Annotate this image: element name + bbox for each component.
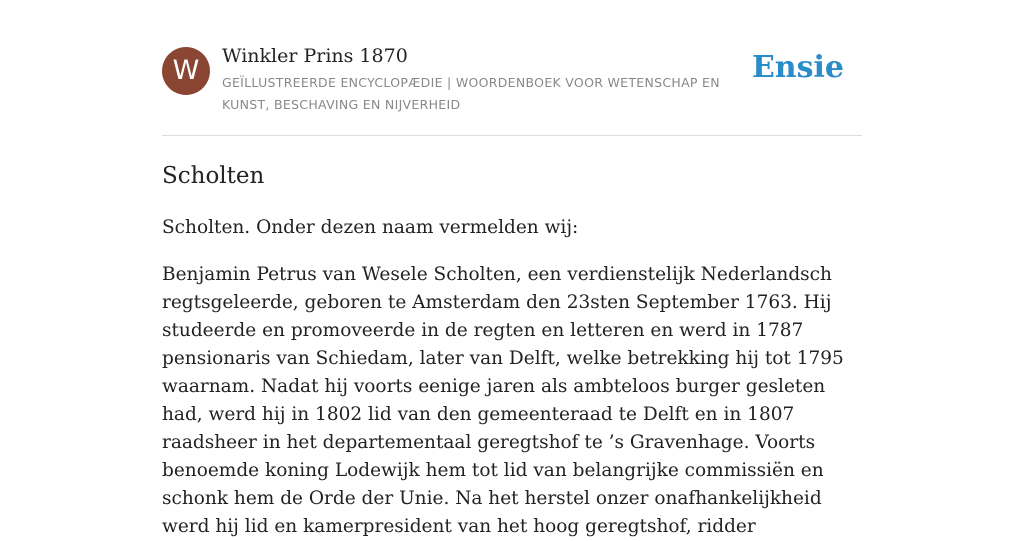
site-title[interactable]: Winkler Prins 1870 xyxy=(222,45,408,67)
article-title: Scholten xyxy=(162,163,265,189)
site-subtitle: GEÏLLUSTREERDE ENCYCLOPÆDIE | WOORDENBOEK VOOR WETENSCHAP EN KUNST, BESCHAVING EN NIJVERHEID xyxy=(222,75,720,112)
article-body: Benjamin Petrus van Wesele Scholten, een verdienstelijk Nederlandsch regtsgeleerde, geboren te Amsterdam den 23sten September 1763. Hij studeerde en promoveerde in de regten en letteren en werd in 1787 pensionaris van Schiedam, later van Delft, welke betrekking hij tot 1795 waarnam. Nadat hij voorts eenige jaren als ambteloos burger gesleten had, werd hij in 1802 lid van den gemeenteraad te Delft en in 1807 raadsheer in het departementaal geregtshof te ’s Gravenhage. Voorts benoemde koning Lodewijk hem tot lid van belangrijke commissiën en schonk hem de Orde der Unie. Na het herstel onzer onafhankelijkheid werd hij lid en kamerpresident van het hoog geregtshof, ridder xyxy=(162,264,844,537)
brand-logo[interactable]: Ensie xyxy=(751,50,844,85)
header xyxy=(162,0,862,136)
page xyxy=(162,0,862,541)
avatar[interactable]: W xyxy=(162,47,210,95)
article-intro: Scholten. Onder dezen naam vermelden wij: xyxy=(162,217,579,238)
